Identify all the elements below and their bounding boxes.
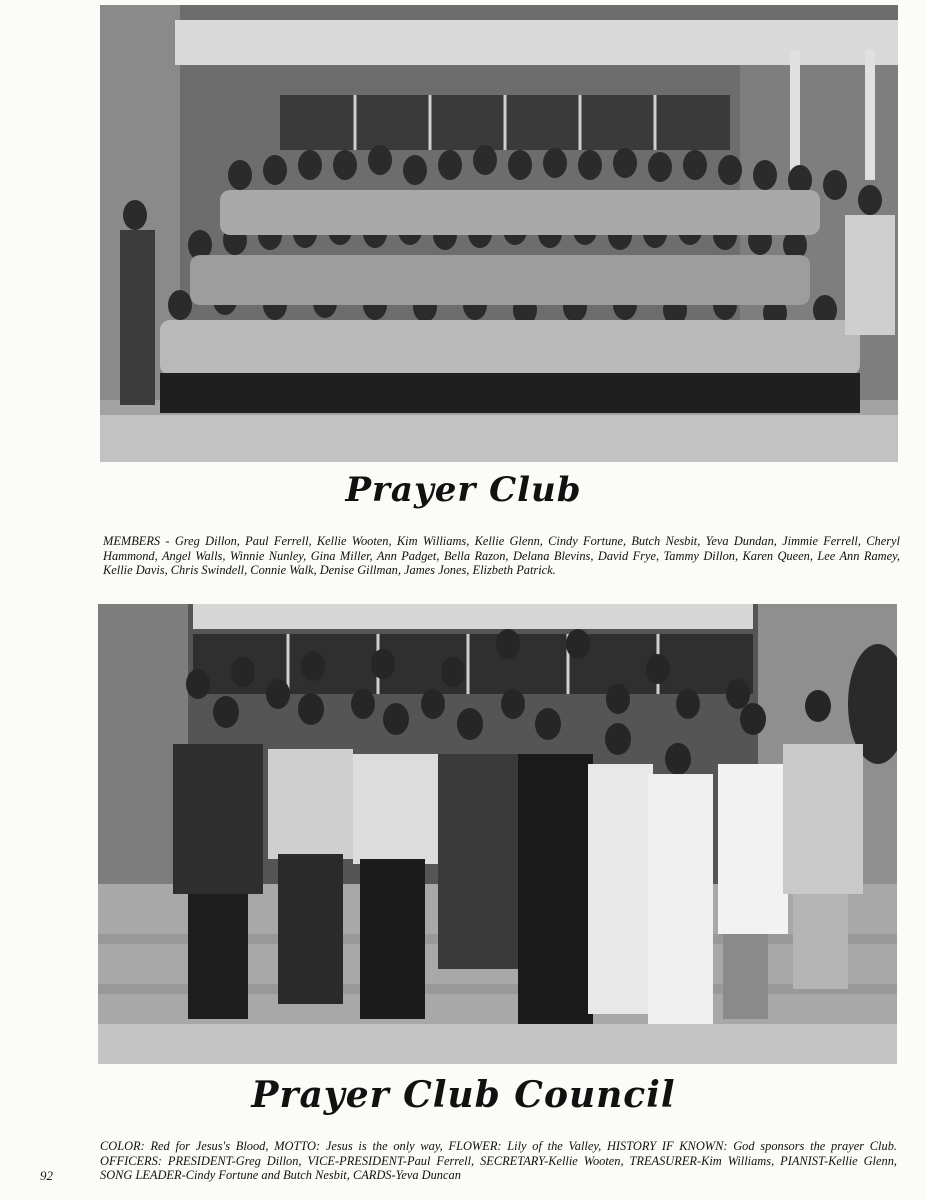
council-info-caption: COLOR: Red for Jesus's Blood, MOTTO: Jesus is the only way, FLOWER: Lily of the Valley, HISTORY IF KNOWN: God sponsors the prayer Club. OFFICERS: PRESIDENT-Greg Dillon, VICE-PRESIDENT-Paul Ferrell, SECRETARY-Kellie Wooten, TREASURER-Kim Williams, PIANIST-Kellie Glenn, SONG LEADER-Cindy Fortune and Butch Nesbit, CARDS-Yeva Duncan — [100, 1139, 897, 1183]
group-photo-illustration — [100, 5, 898, 462]
section1-heading: Prayer Club — [345, 470, 582, 510]
prayer-club-group-photo — [100, 5, 898, 462]
prayer-club-council-photo — [98, 604, 897, 1064]
section2-heading: Prayer Club Council — [251, 1074, 676, 1116]
page-number: 92 — [40, 1168, 53, 1183]
members-caption: MEMBERS - Greg Dillon, Paul Ferrell, Kellie Wooten, Kim Williams, Kellie Glenn, Cindy Fortune, Butch Nesbit, Yeva Dundan, Jimmie Ferrell, Cheryl Hammond, Angel Walls, Winnie Nunley, Gina Miller, Ann Padget, Bella Razon, Delana Blevins, David Frye, Tammy Dillon, Karen Queen, Lee Ann Ramey, Kellie Davis, Chris Swindell, Connie Walk, Denise Gillman, James Jones, Elizbeth Patrick. — [103, 534, 900, 578]
council-photo-illustration — [98, 604, 897, 1064]
